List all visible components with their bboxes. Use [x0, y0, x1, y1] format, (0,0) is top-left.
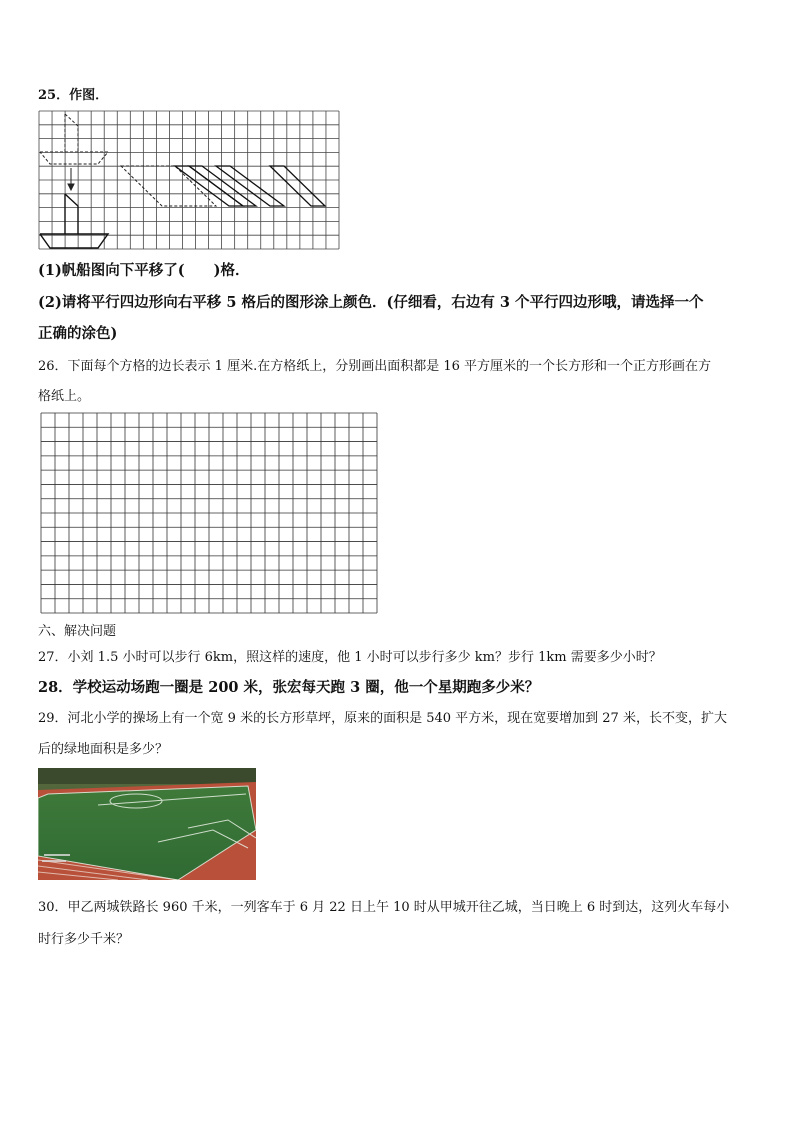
- move-down-arrow: [68, 168, 74, 190]
- q27-text: 27．小刘 1.5 小时可以步行 6km，照这样的速度，他 1 小时可以步行多少 km？步行 1km 需要多少小时？: [38, 650, 662, 665]
- q26-grid-lines: [41, 413, 377, 613]
- q25-sub2-line1: (2)请将平行四边形向右平移 5 格后的图形涂上颜色．(仔细看，右边有 3 个平行四边形哦，请选择一个: [38, 294, 704, 311]
- q25-grid-figure: [38, 110, 340, 250]
- section6-title: 六、解决问题: [38, 624, 117, 639]
- q28-text: 28．学校运动场跑一圈是 200 米，张宏每天跑 3 圈，他一个星期跑多少米？: [38, 679, 540, 696]
- q29-line2: 后的绿地面积是多少？: [38, 742, 169, 757]
- sports-field-photo: [38, 768, 256, 880]
- q26-line2: 格纸上。: [38, 389, 91, 404]
- q30-line2: 时行多少千米？: [38, 932, 130, 947]
- q25-grid-lines: [39, 111, 339, 249]
- q26-grid-paper[interactable]: [40, 412, 378, 614]
- q30-line1: 30．甲乙两城铁路长 960 千米，一列客车于 6 月 22 日上午 10 时从甲城开往乙城，当日晚上 6 时到达，这列火车每小: [38, 900, 730, 915]
- q25-sub1: (1)帆船图向下平移了( )格．: [38, 262, 250, 279]
- parallelogram-options: [175, 166, 325, 206]
- q25-title: 25．作图．: [38, 88, 109, 103]
- q25-sub2-line2: 正确的涂色): [38, 325, 118, 342]
- q29-line1: 29．河北小学的操场上有一个宽 9 米的长方形草坪，原来的面积是 540 平方米，现在宽要增加到 27 米，长不变，扩大: [38, 711, 727, 726]
- q26-line1: 26．下面每个方格的边长表示 1 厘米.在方格纸上，分别画出面积都是 16 平方厘米的一个长方形和一个正方形画在方: [38, 359, 712, 374]
